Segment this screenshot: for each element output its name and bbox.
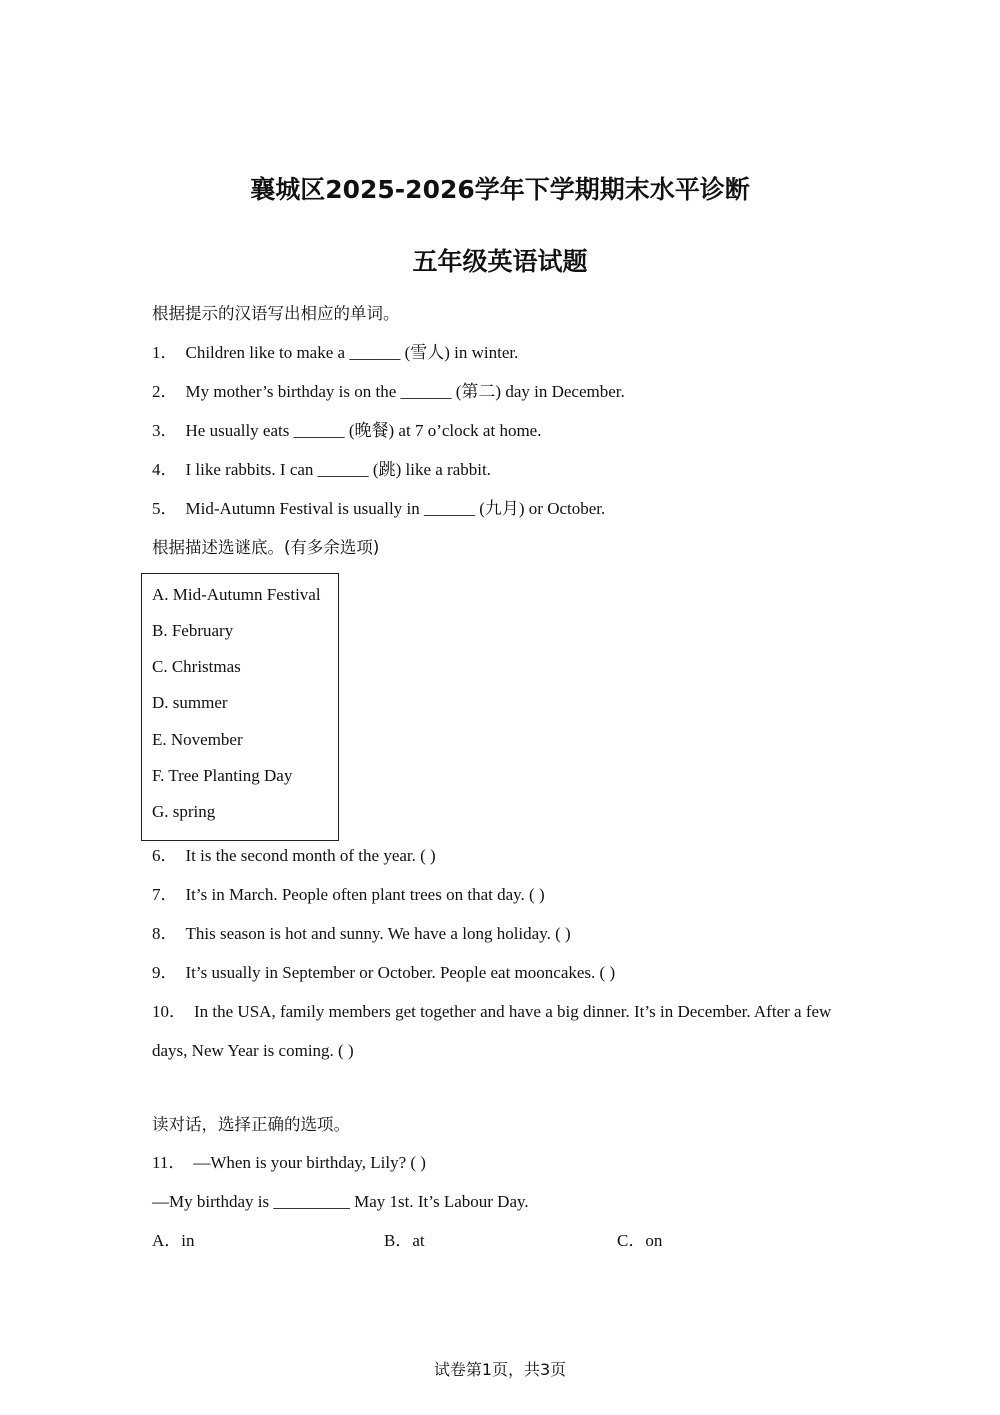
question-text: It is the second month of the year. ( ) bbox=[185, 846, 436, 865]
question-number: 6． bbox=[152, 846, 178, 865]
question-text: I like rabbits. I can ______ (跳) like a rabbit. bbox=[185, 460, 491, 479]
option-g: G. spring bbox=[152, 802, 216, 821]
question-number: 5． bbox=[152, 499, 178, 518]
section2-instruction: 根据描述选谜底。(有多余选项) bbox=[152, 538, 380, 557]
question-number: 10． bbox=[152, 1002, 186, 1021]
question-number: 2． bbox=[152, 382, 178, 401]
section3-instruction: 读对话，选择正确的选项。 bbox=[152, 1115, 350, 1134]
question-4 bbox=[152, 459, 491, 481]
question-7 bbox=[152, 884, 545, 906]
question-3 bbox=[152, 420, 541, 442]
question-text: Children like to make a ______ (雪人) in winter. bbox=[185, 343, 519, 362]
question-number: 7． bbox=[152, 885, 178, 904]
question-5 bbox=[152, 498, 605, 520]
question-text: This season is hot and sunny. We have a long holiday. ( ) bbox=[185, 924, 571, 943]
question-2 bbox=[152, 381, 625, 403]
option-f: F. Tree Planting Day bbox=[152, 766, 293, 785]
option-a: A. Mid-Autumn Festival bbox=[152, 585, 321, 604]
question-text: In the USA, family members get together and have a big dinner. It’s in December. After a few bbox=[194, 1002, 832, 1021]
question-11 bbox=[152, 1152, 426, 1174]
question-text: It’s usually in September or October. People eat mooncakes. ( ) bbox=[185, 963, 616, 982]
choice-a: A．in bbox=[152, 1231, 195, 1250]
exam-title: 襄城区2025-2026学年下学期期末水平诊断 bbox=[250, 175, 750, 204]
question-number: 1． bbox=[152, 343, 178, 362]
question-8 bbox=[152, 923, 571, 945]
options-box bbox=[141, 573, 339, 841]
question-9 bbox=[152, 962, 615, 984]
option-b: B. February bbox=[152, 621, 234, 640]
question-6 bbox=[152, 845, 436, 867]
page-footer: 试卷第1页，共3页 bbox=[433, 1360, 567, 1379]
question-text: My mother’s birthday is on the ______ (第二) day in December. bbox=[185, 382, 625, 401]
question-text: —When is your birthday, Lily? ( ) bbox=[193, 1153, 426, 1172]
question-number: 3． bbox=[152, 421, 178, 440]
question-10-continued: days, New Year is coming. ( ) bbox=[152, 1041, 354, 1060]
question-number: 11． bbox=[152, 1153, 186, 1172]
section1-instruction: 根据提示的汉语写出相应的单词。 bbox=[152, 304, 400, 323]
choice-b: B．at bbox=[384, 1231, 425, 1250]
question-10 bbox=[152, 1001, 831, 1023]
question-text: Mid-Autumn Festival is usually in ______ (九月) or October. bbox=[185, 499, 606, 518]
option-d: D. summer bbox=[152, 693, 228, 712]
question-number: 9． bbox=[152, 963, 178, 982]
exam-subtitle: 五年级英语试题 bbox=[412, 247, 588, 276]
question-11-answer-line: —My birthday is _________ May 1st. It’s Labour Day. bbox=[152, 1192, 529, 1211]
option-e: E. November bbox=[152, 730, 243, 749]
question-number: 4． bbox=[152, 460, 178, 479]
option-c: C. Christmas bbox=[152, 657, 241, 676]
choice-c: C．on bbox=[617, 1231, 663, 1250]
question-1 bbox=[152, 342, 518, 364]
question-text: It’s in March. People often plant trees on that day. ( ) bbox=[185, 885, 545, 904]
question-number: 8． bbox=[152, 924, 178, 943]
question-text: He usually eats ______ (晚餐) at 7 o’clock at home. bbox=[185, 421, 542, 440]
